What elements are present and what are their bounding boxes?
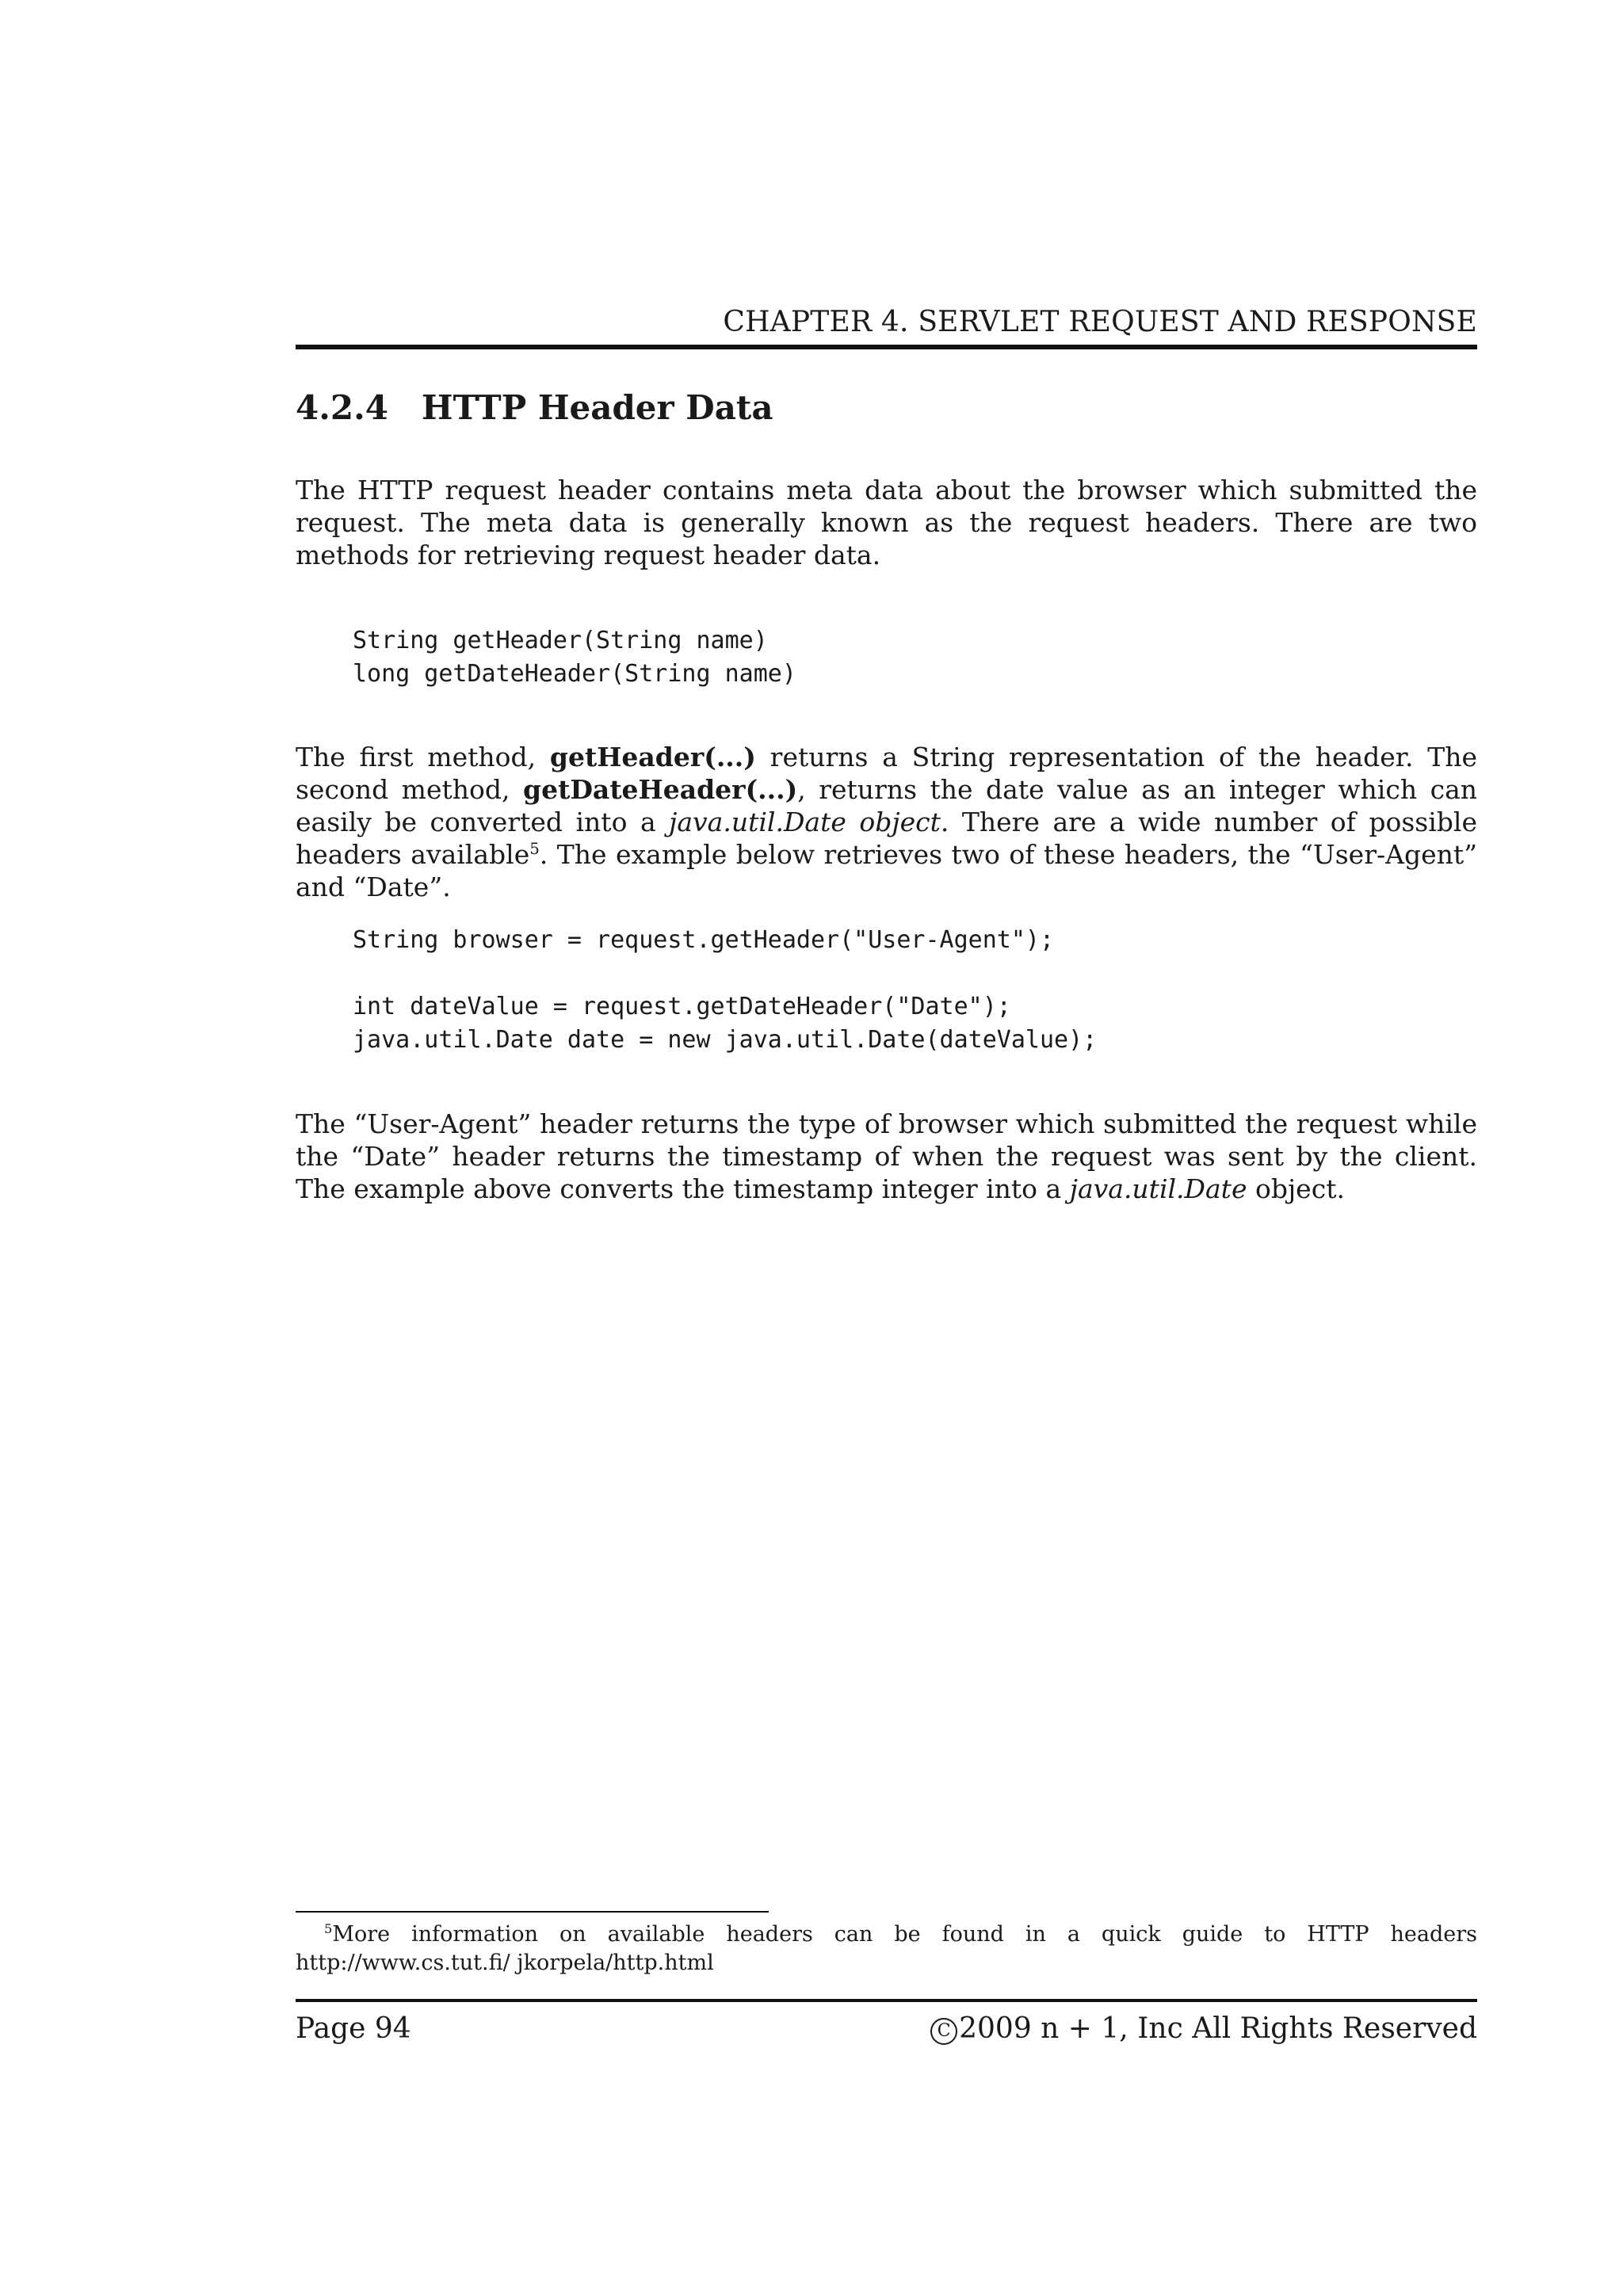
footnote-mark: 5 [324,1921,333,1936]
code-line: java.util.Date date = new java.util.Date(dateValue); [353,1026,1098,1054]
method-name-getheader: getHeader(...) [549,742,756,772]
code-block-2 [353,924,1097,1057]
footnote-text: More information on available headers can be found in a quick guide to HTTP headers http://www.cs.tut.fi/ jkorpela/http.html [296,1922,1477,1975]
paragraph-2 [296,741,1477,903]
copyright-icon: C [930,2018,957,2045]
section-title: HTTP Header Data [421,388,773,427]
paragraph-2-text: The first method, [296,742,550,772]
method-name-getdateheader: getDateHeader(...) [523,774,798,805]
code-line: long getDateHeader(String name) [353,660,796,688]
paragraph-2-text: , returns the date value as an integer which can easily be converted into a [296,774,1477,837]
page-number: Page 94 [296,2012,411,2045]
header-rule [296,345,1477,349]
paragraph-3-text: The “User-Agent” header returns the type of browser which submitted the request while the “Date” header returns the timestamp of when the request was sent by the client. The example above converts the timestamp integer into a [296,1108,1477,1204]
copyright-text: 2009 n + 1, Inc All Rights Reserved [959,2012,1477,2045]
paragraph-2-text: returns a String representation of the header. The second method, [296,742,1477,805]
footnote-reference: 5 [529,840,540,858]
paragraph-3-text: object. [1247,1173,1345,1204]
paragraph-2-text: . The example below retrieves two of these headers, the “User-Agent” and “Date”. [296,839,1477,902]
section-number: 4.2.4 [296,388,388,427]
footnote [296,1920,1477,1978]
code-line: String getHeader(String name) [353,627,768,654]
paragraph-2-text: . There are a wide number of possible headers available [296,807,1477,870]
copyright-notice [930,2012,1477,2045]
code-line: String browser = request.getHeader("User-Agent"); [353,926,1055,954]
footnote-rule [296,1911,769,1913]
code-block-1 [353,624,796,691]
running-header: CHAPTER 4. SERVLET REQUEST AND RESPONSE [723,306,1477,338]
class-name-date-object: java.util.Date object [669,807,941,837]
paragraph-3-block [296,1108,1477,1205]
section-heading [296,388,773,427]
paragraph-3 [296,1108,1477,1205]
paragraph-1: The HTTP request header contains meta data about the browser which submitted the request. The meta data is generally known as the request headers. There are two methods for retrieving request header data. [296,475,1477,570]
paragraph-1-block [296,474,1477,571]
paragraph-2-block [296,741,1477,903]
footer-rule [296,1999,1477,2002]
class-name-date: java.util.Date [1069,1173,1247,1204]
code-line: int dateValue = request.getDateHeader("Date"); [353,993,1011,1020]
